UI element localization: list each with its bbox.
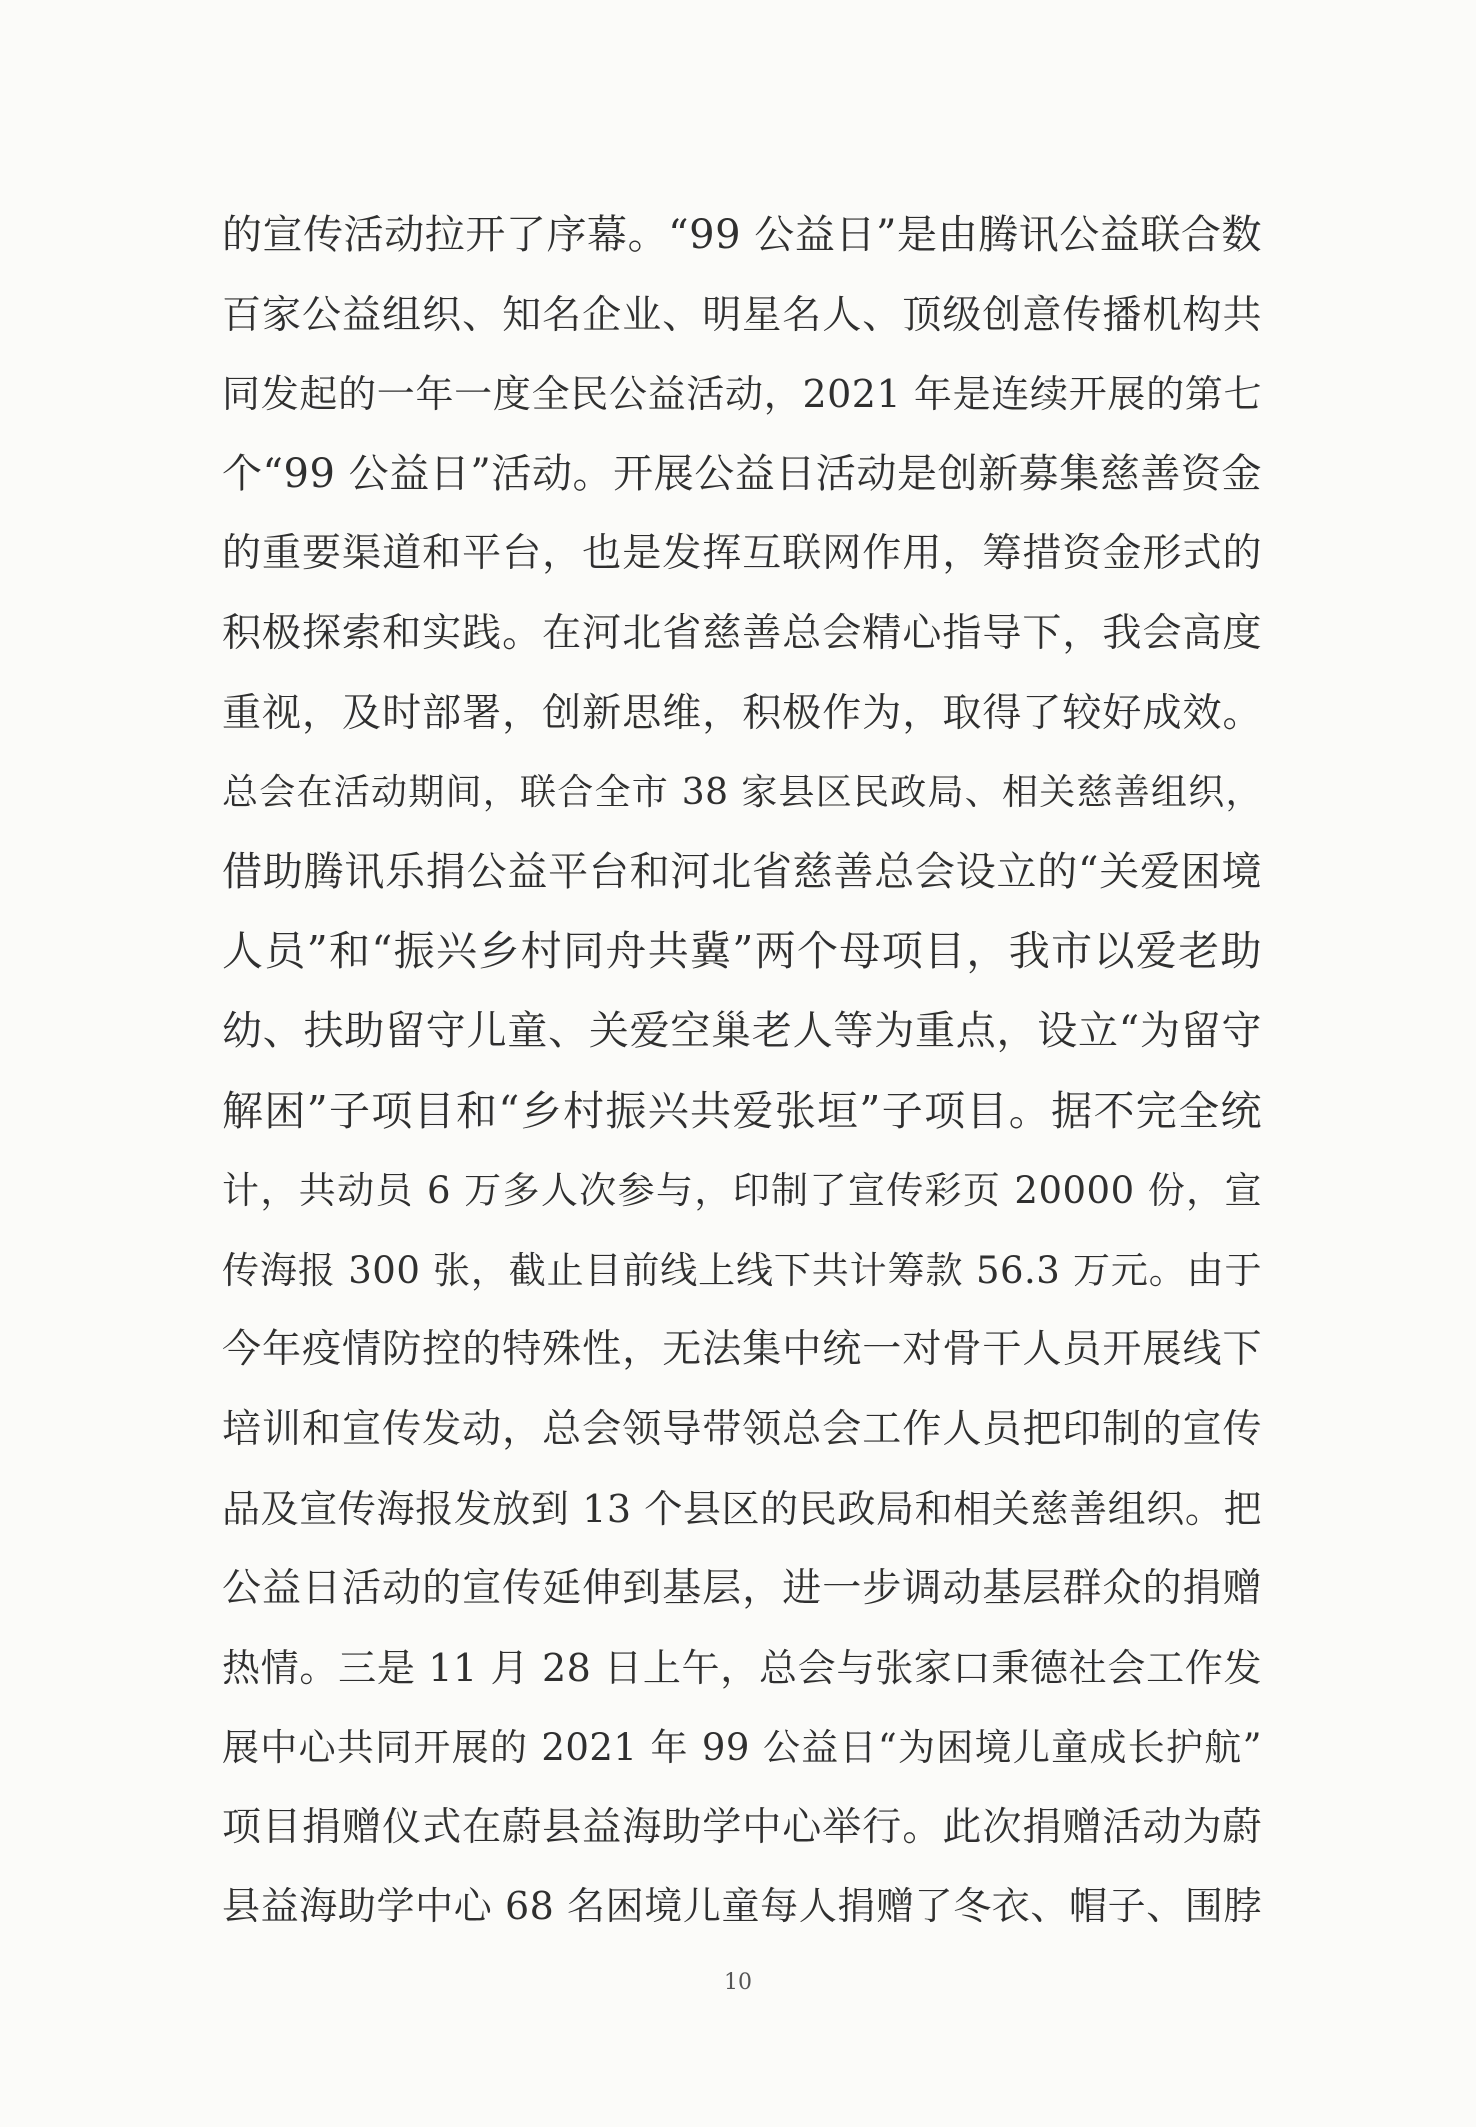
text-line: 计，共动员 6 万多人次参与，印制了宣传彩页 20000 份，宣 bbox=[222, 1169, 1262, 1213]
text-line: 借助腾讯乐捐公益平台和河北省慈善总会设立的“关爱困境 bbox=[222, 848, 1262, 895]
body-paragraph bbox=[222, 196, 1262, 1947]
page-number: 10 bbox=[724, 1970, 752, 1995]
text-line: 品及宣传海报发放到 13 个县区的民政局和相关慈善组织。把 bbox=[222, 1486, 1262, 1531]
text-line: 传海报 300 张，截止目前线上线下共计筹款 56.3 万元。由于 bbox=[222, 1248, 1262, 1292]
text-line: 解困”子项目和“乡村振兴共爱张垣”子项目。据不完全统 bbox=[222, 1086, 1262, 1135]
text-line: 重视，及时部署，创新思维，积极作为，取得了较好成效。 bbox=[222, 690, 1262, 736]
text-line: 人员”和“振兴乡村同舟共冀”两个母项目，我市以爱老助 bbox=[222, 927, 1262, 976]
text-line: 展中心共同开展的 2021 年 99 公益日“为困境儿童成长护航” bbox=[222, 1726, 1262, 1770]
text-line: 项目捐赠仪式在蔚县益海助学中心举行。此次捐赠活动为蔚 bbox=[222, 1804, 1262, 1850]
text-line: 热情。三是 11 月 28 日上午，总会与张家口秉德社会工作发 bbox=[222, 1645, 1262, 1690]
text-line: 积极探索和实践。在河北省慈善总会精心指导下，我会高度 bbox=[222, 610, 1262, 656]
text-line: 百家公益组织、知名企业、明星名人、顶级创意传播机构共 bbox=[222, 292, 1262, 338]
text-line: 公益日活动的宣传延伸到基层，进一步调动基层群众的捐赠 bbox=[222, 1566, 1262, 1612]
text-line: 总会在活动期间，联合全市 38 家县区民政局、相关慈善组织， bbox=[222, 772, 1262, 814]
text-line: 幼、扶助留守儿童、关爱空巢老人等为重点，设立“为留守 bbox=[222, 1007, 1262, 1054]
text-line: 的重要渠道和平台，也是发挥互联网作用，筹措资金形式的 bbox=[222, 531, 1262, 577]
text-line: 培训和宣传发动，总会领导带领总会工作人员把印制的宣传 bbox=[222, 1406, 1262, 1452]
text-line: 同发起的一年一度全民公益活动，2021 年是连续开展的第七 bbox=[222, 372, 1262, 417]
text-line: 的宣传活动拉开了序幕。“99 公益日”是由腾讯公益联合数 bbox=[222, 212, 1262, 258]
text-line: 今年疫情防控的特殊性，无法集中统一对骨干人员开展线下 bbox=[222, 1327, 1262, 1373]
text-line: 县益海助学中心 68 名困境儿童每人捐赠了冬衣、帽子、围脖 bbox=[222, 1884, 1262, 1929]
text-line: 个“99 公益日”活动。开展公益日活动是创新募集慈善资金 bbox=[222, 450, 1262, 497]
